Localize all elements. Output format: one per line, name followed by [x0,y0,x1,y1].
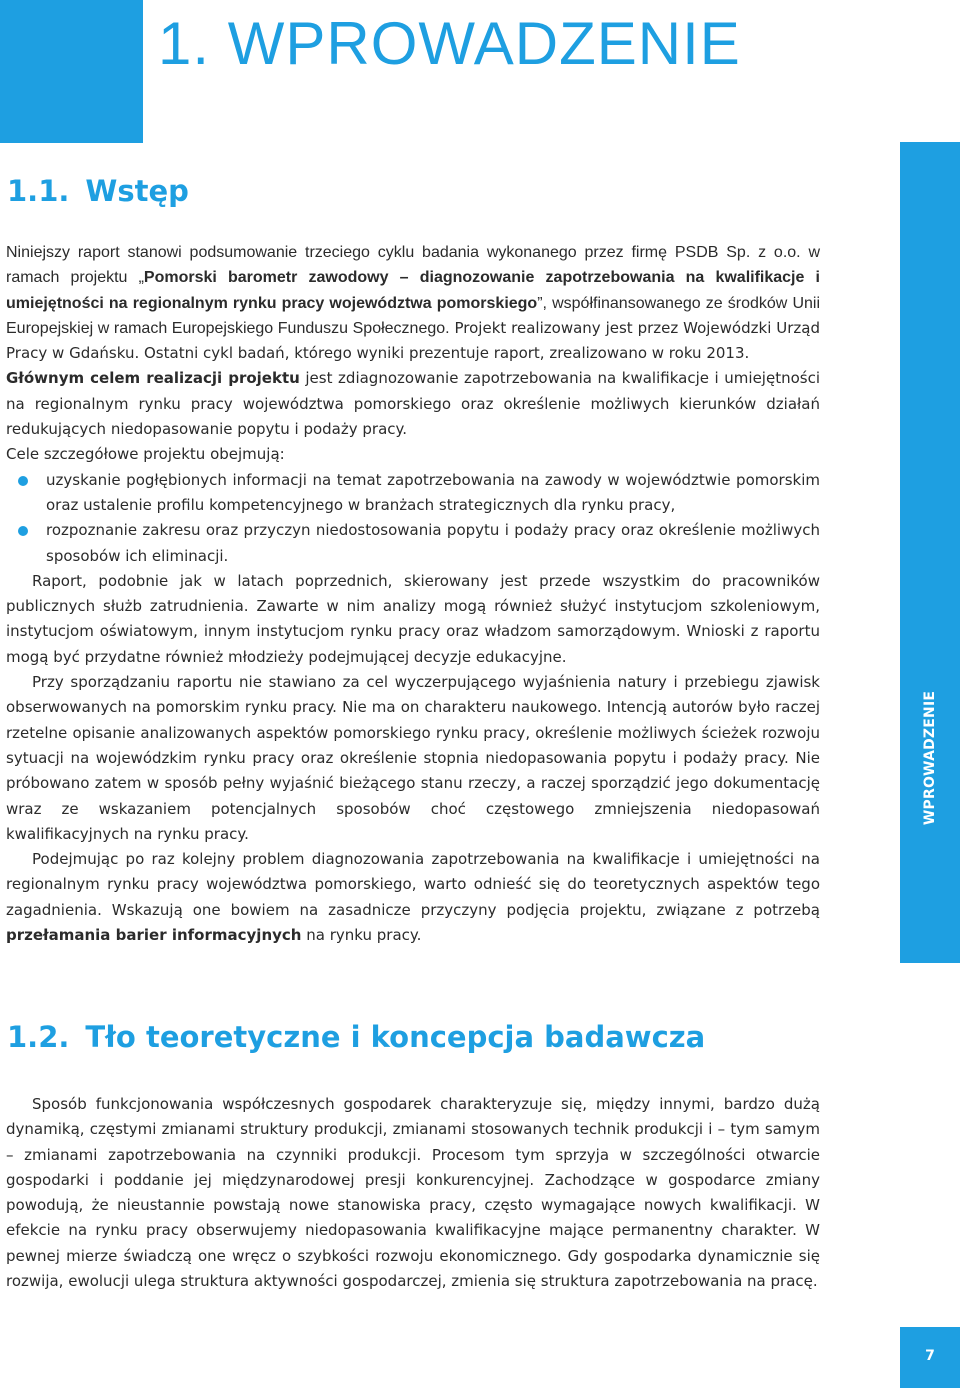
text-run: ”, współfinansowanego ze środków Unii Europejskiej w ramach Europejskiego Funduszu Społecznego. [6,294,821,337]
paragraph: Cele szczegółowe projektu obejmują: [6,445,285,464]
text-run: Projekt realizowany jest przez Wojewódzki Urząd Pracy w Gdańsku. Ostatni cykl badań, którego wyniki prezentuje raport, zrealizowano w roku 2013. [6,318,820,363]
paragraph: Raport, podobnie jak w latach poprzednich, skierowany jest przede wszystkim do pracowników publicznych służb zatrudnienia. Zawarte w nim analizy mogą również służyć instytucjom szkoleniowym, instytucjom oświatowym, innym instytucjom rynku pracy oraz władzom samorządowym. Wnioski z raportu mogą być przydatne również młodzieży podejmującej decyzje edukacyjne. [6,571,820,666]
section-1-2-body [6,1092,820,1294]
side-tab-label: WPROWADZENIE [922,690,938,825]
text-run: na rynku pracy. [301,926,422,945]
section-title: Wstęp [85,174,189,208]
goals-list [6,468,820,569]
section-title: Tło teoretyczne i koncepcja badawcza [85,1020,706,1054]
paragraph [6,366,820,442]
text-run: Podejmując po raz kolejny problem diagnozowania zapotrzebowania na kwalifikacje i umiejętności na regionalnym rynku pracy województwa pomorskiego, warto odnieść się do teoretycznych aspektów tego zagadnienia. Wskazują one bowiem na zasadnicze przyczyny podjęcia projektu, związane z potrzebą [6,850,820,919]
paragraph: Przy sporządzaniu raportu nie stawiano za cel wyczerpującego wyjaśnienia natury i przebiegu zjawisk obserwowanych na pomorskim rynku pracy. Nie ma on charakteru naukowego. Intencją autorów było raczej rzetelne opisanie analizowanych aspektów pomorskiego rynku pracy, określenie możliwych ścieżek rozwoju sytuacji na wojewódzkim rynku pracy oraz określenie stopnia niedopasowania popytu i podaży pracy. Nie próbowano zatem w sposób pełny wyjaśnić bieżącego stanu rzeczy, a raczej sporządzić jego dokumentację wraz ze wskazaniem potencjalnych sposobów choć częstowego zmniejszenia niedopasowań kwalifikacyjnych na rynku pracy. [6,673,820,843]
paragraph: Sposób funkcjonowania współczesnych gospodarek charakteryzuje się, między innymi, bardzo dużą dynamiką, częstymi zmianami struktury produkcji, zmianami stosowanych technik produkcji i – tym samym – zmianami zapotrzebowania na czynniki produkcji. Procesom tym sprzyja w szczególności otwarcie gospodarki i poddanie jej międzynarodowej presji konkurencyjnej. Zachodzące w gospodarce zmiany powodują, że nieustannie powstają nowe stanowiska pracy, często wymagające nowych kwalifikacji. W efekcie na rynku pracy obserwujemy niedopasowania kwalifikacyjne mające permanentny charakter. W pewnej mierze świadczą one wręcz o szybkości rozwoju ekonomicznego. Gdy gospodarka dynamicznie się rozwija, ewolucji ulega struktura aktywności gospodarczej, zmienia się struktura zapotrzebowania na pracę. [6,1095,820,1291]
text-run: jest zdiagnozowanie zapotrzebowania na kwalifikacje i umiejętności na regionalnym rynku pracy województwa pomorskiego oraz określenie możliwych kierunków działań redukujących niedopasowanie popytu i podaży pracy. [6,369,820,439]
paragraph [6,240,820,366]
page-number-box [900,1327,960,1388]
section-1-1-body [6,240,820,948]
project-title: Pomorski barometr zawodowy – diagnozowanie zapotrzebowania na kwalifikacje i umiejętności na regionalnym rynku pracy województwa pomorskiego [6,269,820,312]
list-item: rozpoznanie zakresu oraz przyczyn niedostosowania popytu i podaży pracy oraz określenie możliwych sposobów ich eliminacji. [6,518,820,569]
page-number: 7 [925,1348,935,1364]
paragraph [6,847,820,948]
emphasis: przełamania barier informacyjnych [6,926,302,945]
text-run: Niniejszy raport stanowi podsumowanie trzeciego cyklu badania wykonanego przez firmę PSDB Sp. z o.o. w ramach projektu „ [6,244,820,287]
side-tab [900,142,960,963]
chapter-color-block [0,0,143,143]
chapter-title: 1. WPROWADZENIE [158,10,741,77]
list-item: uzyskanie pogłębionych informacji na temat zapotrzebowania na zawody w województwie pomorskim oraz ustalenie profilu kompetencyjnego w branżach strategicznych dla rynku pracy, [6,468,820,519]
section-heading-1-1 [7,173,189,209]
section-heading-1-2 [7,1019,705,1055]
section-number: 1.1. [7,174,70,208]
emphasis: Głównym celem realizacji projektu [6,369,300,388]
section-number: 1.2. [7,1020,70,1054]
